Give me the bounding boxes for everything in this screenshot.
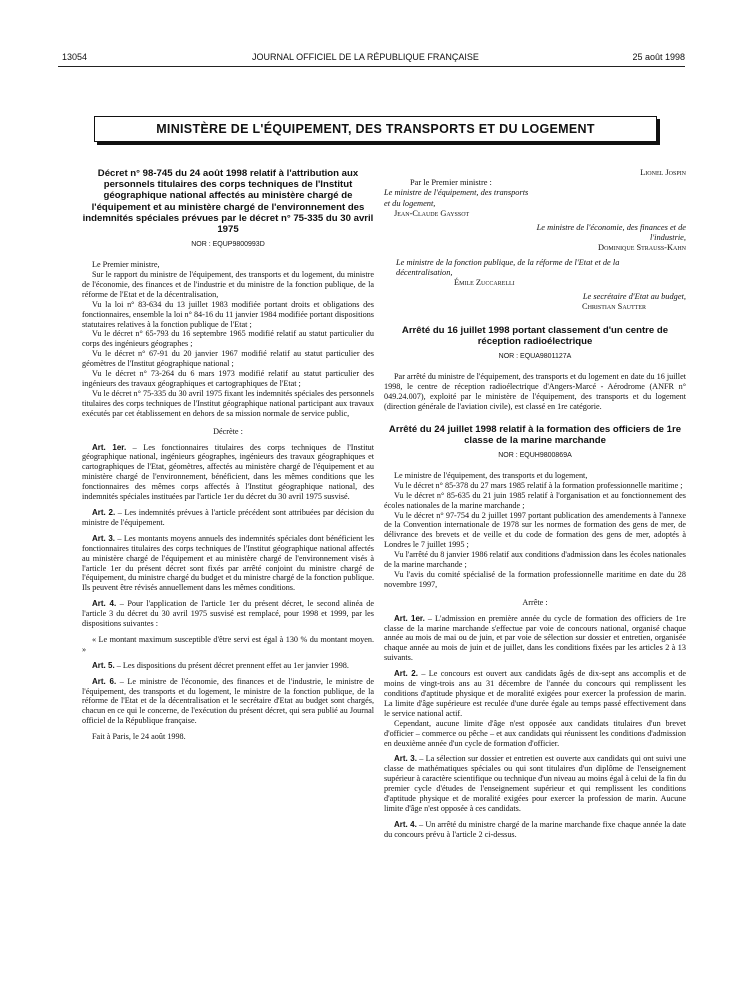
arrete2-arrete: Arrête : [522, 597, 548, 607]
decree-quote: « Le montant maximum susceptible d'être servi est égal à 130 % du montant moyen. » [82, 634, 374, 654]
decree-intro-5: Vu le décret n° 73-264 du 6 mars 1973 modifié relatif au statut particulier des ingénieurs des travaux géographiques et cartographiques de l'Etat ; [82, 369, 374, 388]
decree-nor: NOR : EQUP9800993D [191, 241, 265, 249]
decree-article-4 [82, 599, 374, 629]
page-number: 13054 [62, 52, 88, 62]
article-text: – L'admission en première année du cycle de formation des officiers de 1re classe de la marine marchande s'effectue par voie de concours national, organisé chaque année au mois de mai ou de juin, et par voie de sélection sur dossier et entretien, organisée chaque année au mois de juin et de juillet, dans les conditions fixées par les articles 2 à 13 suivants. [384, 613, 686, 663]
decree-intro-3: Vu le décret n° 65-793 du 16 septembre 1965 modifié relatif au statut particulier du corps des ingénieurs géographes ; [82, 329, 374, 349]
decree-intro-6: Vu le décret n° 75-335 du 30 avril 1975 fixant les indemnités spéciales des personnels titulaires des corps techniques de l'Institut géographique national participant aux travaux exécutés par cet établissement en dehors de sa mission normale de service public, [82, 388, 374, 418]
article-text: – Le concours est ouvert aux candidats âgés de dix-sept ans accomplis et de moins de vingt-trois ans au 31 décembre de l'année du concours qui remplissent les conditions d'aptitude physique et de moralité exigées pour exercer la profession de marin. La limite d'âge supérieure est reculée d'une durée égale au temps passé effectivement dans le service national actif. [384, 669, 687, 718]
arrete2-article-2 [384, 669, 686, 719]
article-label: Art. 2. [394, 669, 418, 679]
decree-article-2 [82, 508, 374, 528]
arrete2-title: Arrêté du 24 juillet 1998 relatif à la formation des officiers de 1re classe de la marine marchande [388, 423, 682, 446]
article-label: Art. 1er. [394, 613, 425, 623]
decree-intro-0: Le Premier ministre, [92, 260, 160, 270]
arrete1-nor: NOR : EQUA9801127A [498, 353, 572, 361]
arrete2-article-4 [384, 820, 686, 840]
arrete1-text: Par arrêté du ministre de l'équipement, des transports et du logement en date du 16 juillet 1998, le centre de réception radioélectrique d'Angers-Marcé - Aérodrome (ANFR n° 049.24.007), exploité par le ministère de l'équipement, des transports et du logement (direction générale de l'aviation civile), est classé en 1re catégorie. [384, 371, 686, 411]
decree-title: Décret n° 98-745 du 24 août 1998 relatif à l'attribution aux personnels titulaires des corps techniques de l'Institut géographique national affectés au ministère chargé de l'équipement et au ministère chargé de l'environnement des indemnités spéciales prévues par le décret n° 75-335 du 30 avril 1975 [82, 168, 374, 236]
ministry-banner: MINISTÈRE DE L'ÉQUIPEMENT, DES TRANSPORTS ET DU LOGEMENT [94, 116, 657, 142]
arrete2-intro-3: Vu le décret n° 97-754 du 2 juillet 1997 portant publication des amendements à l'annexe de la Convention internationale de 1978 sur les normes de formation des gens de mer, de délivrance des brevets et de veille et du code de formation des gens de mer, adoptés à Londres le 7 juillet 1995 ; [384, 510, 686, 550]
article-label: Art. 5. [92, 660, 115, 670]
article-text: – Les montants moyens annuels des indemnités spéciales dont bénéficient les fonctionnaires titulaires des corps techniques de l'Institut géographique national affectés au ministère chargé de l'équipement et au ministère chargé de l'environnement visés à l'article 1er du présent décret sont fixés par arrêté conjoint du ministre chargé de l'équipement, du ministre chargé du budget et du ministre chargé de la fonction publique. Ils peuvent être révisés annuellement dans les mêmes conditions. [82, 533, 375, 593]
decree-decrete: Décrète : [213, 426, 243, 436]
minister-1-name: Jean-Claude Gayssot [394, 208, 470, 218]
header-rule [58, 66, 685, 67]
arrete2-intro-4: Vu l'arrêté du 8 janvier 1986 relatif aux conditions d'admission dans les écoles nationales de la marine marchande ; [384, 550, 686, 570]
article-text: – Les fonctionnaires titulaires des corps techniques de l'Institut géographique national, ingénieurs géographes, ingénieurs des travaux géographiques et cartographiques de l'Etat, géomètres, affectés au ministère chargé de l'équipement et au ministère chargé de l'environnement, bénéficient, dans les mêmes conditions que les fonctionnaires des mêmes corps affectés à l'Institut géographique national, des indemnités spéciales instituées par l'article 1er du décret du 30 avril 1975 susvisé. [82, 442, 374, 502]
article-label: Art. 6. [92, 676, 117, 686]
left-column [82, 168, 374, 742]
article-text: – Les dispositions du présent décret prennent effet au 1er janvier 1998. [116, 660, 349, 670]
arrete1-title: Arrêté du 16 juillet 1998 portant classement d'un centre de réception radioélectrique [401, 324, 669, 347]
minister-4-name: Christian Sautter [582, 302, 646, 312]
arrete2-intro-1: Vu le décret n° 85-378 du 27 mars 1985 relatif à la formation professionnelle maritime ; [394, 480, 683, 490]
journal-title: JOURNAL OFFICIEL DE LA RÉPUBLIQUE FRANÇAISE [252, 52, 479, 62]
article-label: Art. 1er. [92, 442, 127, 452]
article-label: Art. 4. [394, 819, 417, 829]
minister-2-title: Le ministre de l'économie, des finances et de l'industrie, [536, 223, 686, 243]
decree-intro-2: Vu la loi n° 83-634 du 13 juillet 1983 modifiée portant droits et obligations des fonctionnaires, ensemble la loi n° 84-16 du 11 janvier 1984 modifiée portant dispositions statutaires relatives à la fonction publique de l'Etat ; [82, 299, 374, 329]
article-label: Art. 4. [92, 599, 117, 609]
minister-3-title: Le ministre de la fonction publique, de la réforme de l'Etat et de la décentralisation, [396, 257, 620, 277]
right-column [384, 168, 686, 840]
article-text: – Un arrêté du ministre chargé de la marine marchande fixe chaque année la date du concours prévu à l'article 2 ci-dessus. [384, 819, 687, 839]
arrete2-intro-2: Vu le décret n° 85-635 du 21 juin 1985 relatif à l'organisation et au fonctionnement des écoles nationales de la marine marchande ; [384, 490, 686, 510]
decree-article-3 [82, 534, 374, 593]
article-label: Art. 3. [394, 754, 417, 764]
decree-intro-1: Sur le rapport du ministre de l'équipement, des transports et du logement, du ministre de l'économie, des finances et de l'industrie et du ministre de la fonction publique, de la réforme de l'Etat et de la décentralisation, [82, 270, 374, 299]
article-text: – Les indemnités prévues à l'article précédent sont attribuées par décision du ministre de l'équipement. [82, 507, 375, 527]
decree-article-6 [82, 677, 374, 727]
page-header [52, 52, 685, 64]
decree-done: Fait à Paris, le 24 août 1998. [92, 732, 186, 742]
minister-2-name: Dominique Strauss-Kahn [598, 243, 686, 253]
arrete2-intro-5: Vu l'avis du comité spécialisé de la formation professionnelle maritime en date du 28 novembre 1997, [384, 569, 686, 589]
article-text: – Le ministre de l'économie, des finances et de l'industrie, le ministre de l'équipement, des transports et du logement, le ministre de la fonction publique, de la réforme de l'Etat et de la décentralisation et le secrétaire d'Etat au budget sont chargés, chacun en ce qui le concerne, de l'exécution du présent décret, qui sera publié au Journal officiel de la République française. [82, 676, 375, 726]
arrete2-nor: NOR : EQUH9800869A [498, 451, 572, 459]
minister-4-title: Le secrétaire d'Etat au budget, [582, 292, 686, 302]
decree-intro-4: Vu le décret n° 67-91 du 20 janvier 1967 modifié relatif au statut particulier des géomètres de l'Institut géographique national ; [82, 349, 374, 369]
minister-1-title: Le ministre de l'équipement, des transports et du logement, [384, 188, 529, 208]
decree-article-1 [82, 443, 374, 502]
pm-prefix: Par le Premier ministre : [410, 178, 492, 188]
signature-block [384, 168, 686, 313]
pm-name: Lionel Jospin [640, 168, 686, 177]
decree-article-5 [82, 661, 374, 671]
issue-date: 25 août 1998 [632, 52, 685, 62]
article-text: – La sélection sur dossier et entretien est ouverte aux candidats qui ont suivi une classe de mathématiques spéciales ou qui sont titulaires d'un diplôme de l'enseignement supérieur à caractère scientifique ou technique d'un niveau au moins égal à celui de la fin du premier cycle d'études de l'enseignement supérieur et qui remplissent les conditions d'aptitude physique et de moralité exigées pour exercer la profession de marin. Aucune limite d'âge n'est opposée à ces candidats. [384, 754, 687, 813]
arrete2-intro-0: Le ministre de l'équipement, des transports et du logement, [394, 470, 588, 480]
article-label: Art. 2. [92, 507, 116, 517]
arrete2-article-3 [384, 754, 686, 813]
minister-3-name: Émile Zuccarelli [454, 278, 515, 288]
arrete2-article-2-cont: Cependant, aucune limite d'âge n'est opposée aux candidats titulaires d'un brevet d'officier – commerce ou pêche – et aux candidats qui réunissent les conditions d'admission en deuxième année d'un cycle de formation d'officier. [384, 718, 686, 748]
arrete2-article-1 [384, 614, 686, 664]
article-label: Art. 3. [92, 533, 116, 543]
article-text: – Pour l'application de l'article 1er du présent décret, le second alinéa de l'article 3 du décret du 30 avril 1975 susvisé est remplacé, pour 1998 et 1999, par les dispositions suivantes : [82, 599, 375, 629]
